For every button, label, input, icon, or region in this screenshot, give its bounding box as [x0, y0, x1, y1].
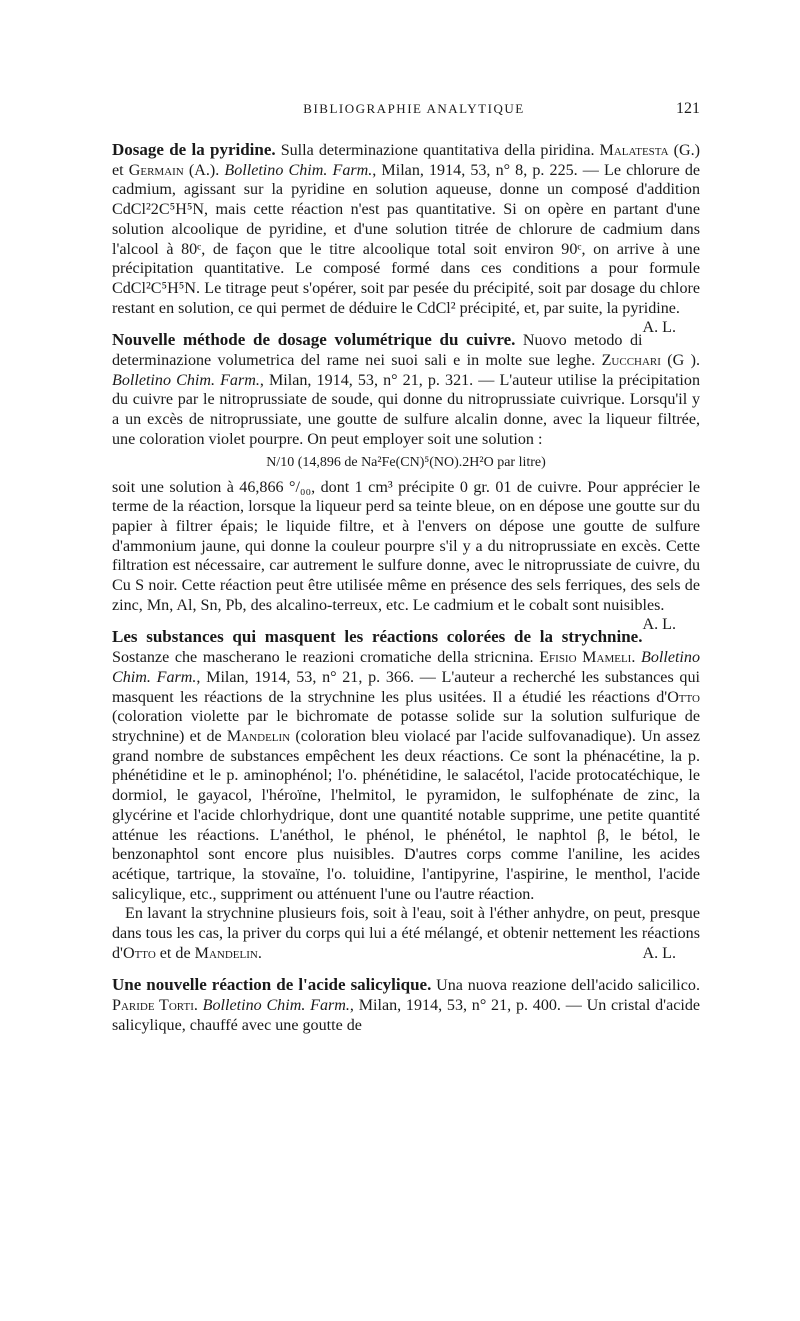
- journal-title: Bolletino Chim. Farm.: [202, 997, 350, 1015]
- entry-text-part: , Milan, 1914, 53, n° 8, p. 225. — Le chlorure de cadmium, agissant sur la pyridine en solution aqueuse, donne un composé d'addition CdCl²2C⁵H⁵N, mais cette réaction n'est pas quantitative. Si on opère en partant d'une solution alcoolique de pyridine, et d'une solution titrée de chlorure de cadmium dans l'alcool à 80ᶜ, de façon que le titre alcoolique total soit environ 90ᶜ, on arrive à une précipitation quantitative. Le composé formé dans ces conditions a pour formule CdCl²C⁵H⁵N. Le titrage peut s'opérer, soit par pesée du précipité, soit par dosage du chlore restant en solution, ce qui permet de déduire le CdCl² précipité, et, par suite, la pyridine.: [112, 161, 701, 317]
- entry-text-part: Sulla determinazione quantitativa della piridina.: [275, 142, 600, 159]
- entry-text-part: Una nuova reazione dell'acido salicilico.: [431, 977, 700, 995]
- entry-text-part: (coloration violette par le bichromate de potasse solide sur la solution sulfurique de strychnine) et de: [112, 708, 700, 745]
- author-name: Malatesta: [599, 142, 669, 159]
- journal-title: Bolletino Chim. Farm.: [112, 649, 700, 686]
- signature: A. L.: [642, 616, 676, 634]
- entry-salicylique: [112, 975, 700, 1035]
- person-name: Otto: [122, 944, 156, 962]
- author-name: Zucchari: [601, 352, 661, 370]
- entry-heading: Dosage de la pyridine.: [112, 140, 276, 159]
- entry-text-part: (G ).: [660, 352, 700, 370]
- entry-text-part: (A.).: [183, 161, 225, 179]
- entry-heading: Nouvelle méthode de dosage volumétrique du cuivre.: [112, 330, 516, 350]
- journal-title: Bolletino Chim. Farm.: [112, 371, 260, 389]
- entry-text-part: .: [257, 944, 262, 962]
- page-number: 121: [676, 100, 700, 117]
- journal-title: Bolletino Chim. Farm.: [224, 161, 373, 179]
- entry-text: [112, 478, 700, 634]
- person-name: Mandelin: [194, 944, 258, 962]
- entry-text-part: , Milan, 1914, 53, n° 21, p. 321. — L'auteur utilise la précipitation du cuivre par le nitroprussiate de soude, qui donne du nitroprussiate cuivrique. Lorsqu'il y a un excès de nitroprussiate, une goutte de sulfure alcalin donne, avec la liqueur filtrée, une coloration violet pourpre. On peut employer soit une solution :: [112, 371, 700, 448]
- entry-text-part: Nuovo metodo di determinazione volumetrica del rame nei suoi sali e in molte sue leghe.: [112, 332, 643, 370]
- entry-strychnine: [112, 627, 700, 963]
- entry-pyridine: [112, 140, 701, 337]
- entry-text: [112, 627, 700, 904]
- page: [112, 100, 700, 1048]
- person-name: Otto: [667, 688, 700, 706]
- entry-text: [112, 975, 700, 1035]
- signature: A. L.: [642, 944, 676, 962]
- entry-text-part: , Milan, 1914, 53, n° 21, p. 366. — L'auteur a recherché les substances qui masquent les réactions de la strychnine les plus usitées. Il a étudié les réactions d': [112, 668, 700, 706]
- entry-text-part: .: [631, 649, 641, 667]
- entry-text: [112, 330, 700, 449]
- entry-text-part: (G.) et: [112, 142, 701, 179]
- entry-text-part: .: [193, 997, 203, 1015]
- person-name: Mandelin: [226, 727, 291, 745]
- entry-text-part: et de: [155, 944, 195, 962]
- formula: N/10 (14,896 de Na²Fe(CN)⁵(NO).2H²O par litre): [266, 454, 546, 470]
- entry-cuivre: [112, 330, 700, 634]
- entry-text-part: , Milan, 1914, 53, n° 21, p. 400. — Un cristal d'acide salicylique, chauffé avec une goutte de: [112, 997, 701, 1034]
- entry-heading: Une nouvelle réaction de l'acide salicylique.: [112, 975, 432, 995]
- signature: A. L.: [642, 319, 676, 337]
- author-name: Paride Torti: [112, 997, 194, 1015]
- running-title: BIBLIOGRAPHIE ANALYTIQUE: [303, 101, 525, 116]
- entry-text-part: Sostanze che mascherano le reazioni cromatiche della stricnina.: [112, 649, 540, 667]
- entry-text-part: En lavant la strychnine plusieurs fois, soit à l'eau, soit à l'éther anhydre, on peut, presque dans tous les cas, la priver du corps qui lui a été mélangé, et obtenir nettement les réactions d': [112, 905, 700, 962]
- entry-heading: Les substances qui masquent les réactions colorées de la strychnine.: [112, 627, 643, 647]
- entry-text: [112, 140, 701, 337]
- running-header: [112, 100, 700, 140]
- entry-text-paragraph: [112, 904, 700, 963]
- author-name: Germain: [128, 161, 184, 179]
- entry-text-part: (coloration bleu violacé par l'acide sulfovanadique). Un assez grand nombre de substances empêchent les deux réactions. Ce sont la phénacétine, la p. phénétidine et le p. aminophénol; l'o. phénétidine, le salacétol, l'acide protocatéchique, le dormiol, le gayacol, l'héroïne, l'helmitol, le pyramidon, le sulfophénate de zinc, la glycérine et l'acide chlorhydrique, dont une quantité notable supprime, une petite quantité atténue les réactions. L'anéthol, le phénol, le phénétol, le naphtol β, le bétol, le benzonaphtol sont encore plus nuisibles. D'autres corps comme l'aniline, les acides acétique, tartrique, la stovaïne, l'o. toluidine, l'antipyrine, l'aspirine, le menthol, l'acide salicylique, etc., suppriment ou atténuent l'une ou l'autre réaction.: [112, 727, 700, 903]
- entry-text-part: soit une solution à 46,866 °/₀₀, dont 1 cm³ précipite 0 gr. 01 de cuivre. Pour apprécier le terme de la réaction, lorsque la liqueur perd sa teinte bleue, on en dépose une goutte sur du papier à filtrer épais; le liquide filtre, et à l'envers on dépose une goutte de sulfure d'ammonium jaune, qui donne la couleur pourpre s'il y a du nitroprussiate en excès. Cette filtration est nécessaire, car autrement le sulfure donne, avec le nitroprussiate de cuivre, du Cu S noir. Cette réaction peut être utilisée même en présence des sels ferriques, des sels de zinc, Mn, Al, Sn, Pb, des alcalino-terreux, etc. Le cadmium et le cobalt sont nuisibles.: [112, 478, 700, 614]
- author-name: Efisio Mameli: [539, 649, 632, 667]
